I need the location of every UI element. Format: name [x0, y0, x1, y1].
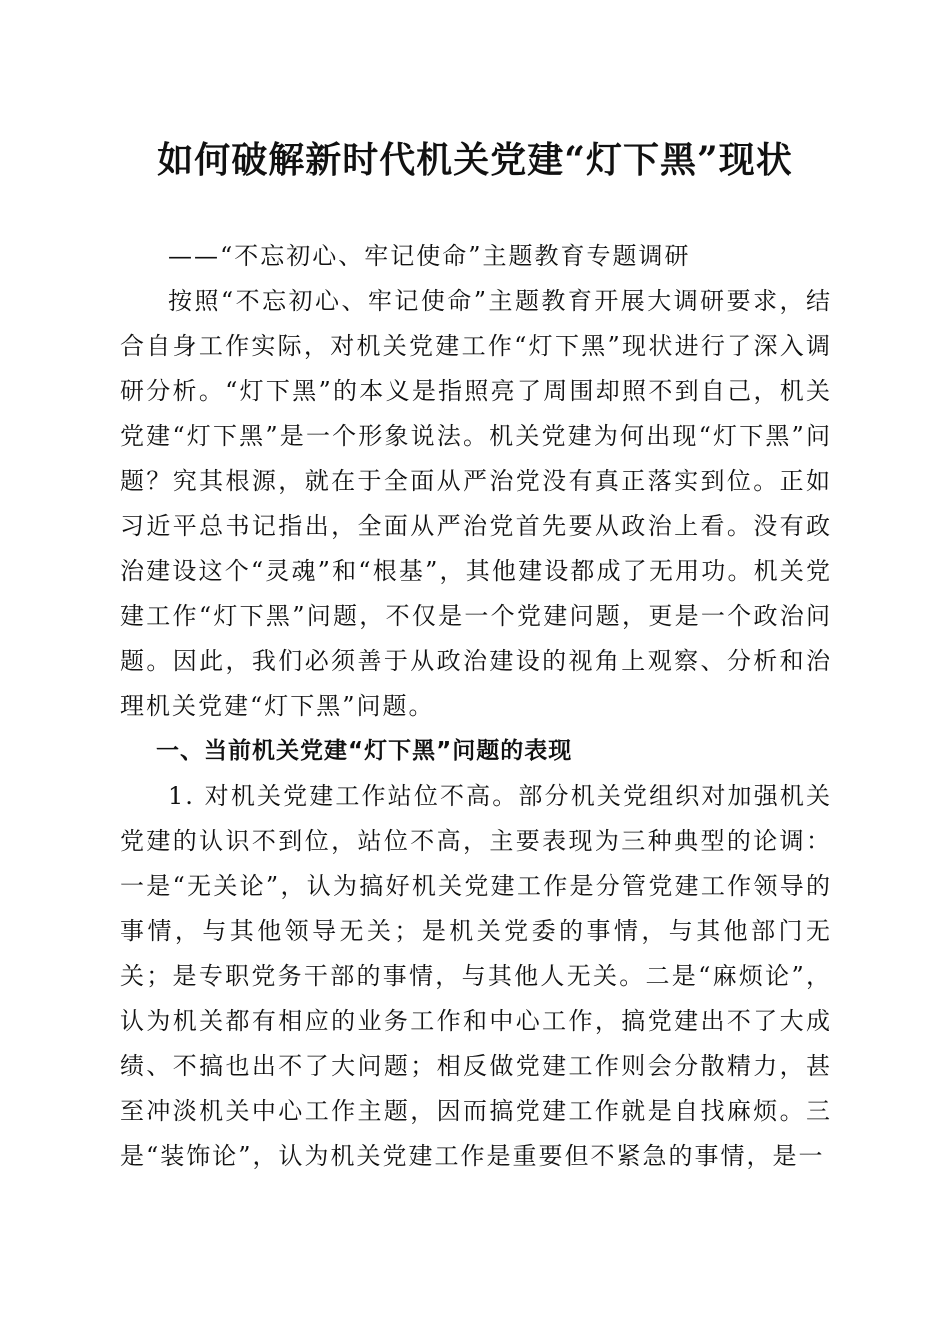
point-paragraph: 1. 对机关党建工作站位不高。部分机关党组织对加强机关党建的认识不到位，站位不高，主要表现为三种典型的论调：一是“无关论”，认为搞好机关党建工作是分管党建工作领导的事情，与其他领导无关；是机关党委的事情，与其他部门无关；是专职党务干部的事情，与其他人无关。二是“麻烦论”，认为机关都有相应的业务工作和中心工作，搞党建出不了大成绩、不搞也出不了大问题；相反做党建工作则会分散精力，甚至冲淡机关中心工作主题，因而搞党建工作就是自找麻烦。三是“装饰论”，认为机关党建工作是重要但不紧急的事情，是一 — [120, 782, 832, 1170]
subtitle: ——“不忘初心、牢记使命”主题教育专题调研 — [168, 242, 691, 270]
document-title: 如何破解新时代机关党建“灯下黑”现状 — [157, 139, 793, 181]
section-heading: 一、当前机关党建“灯下黑”问题的表现 — [156, 738, 573, 764]
document-body — [120, 234, 832, 1179]
intro-paragraph: 按照“不忘初心、牢记使命”主题教育开展大调研要求，结合自身工作实际，对机关党建工作“灯下黑”现状进行了深入调研分析。“灯下黑”的本义是指照亮了周围却照不到自己，机关党建“灯下黑”是一个形象说法。机关党建为何出现“灯下黑”问题？究其根源，就在于全面从严治党没有真正落实到位。正如习近平总书记指出，全面从严治党首先要从政治上看。没有政治建设这个“灵魂”和“根基”，其他建设都成了无用功。机关党建工作“灯下黑”问题，不仅是一个党建问题，更是一个政治问题。因此，我们必须善于从政治建设的视角上观察、分析和治理机关党建“灯下黑”问题。 — [120, 287, 832, 720]
